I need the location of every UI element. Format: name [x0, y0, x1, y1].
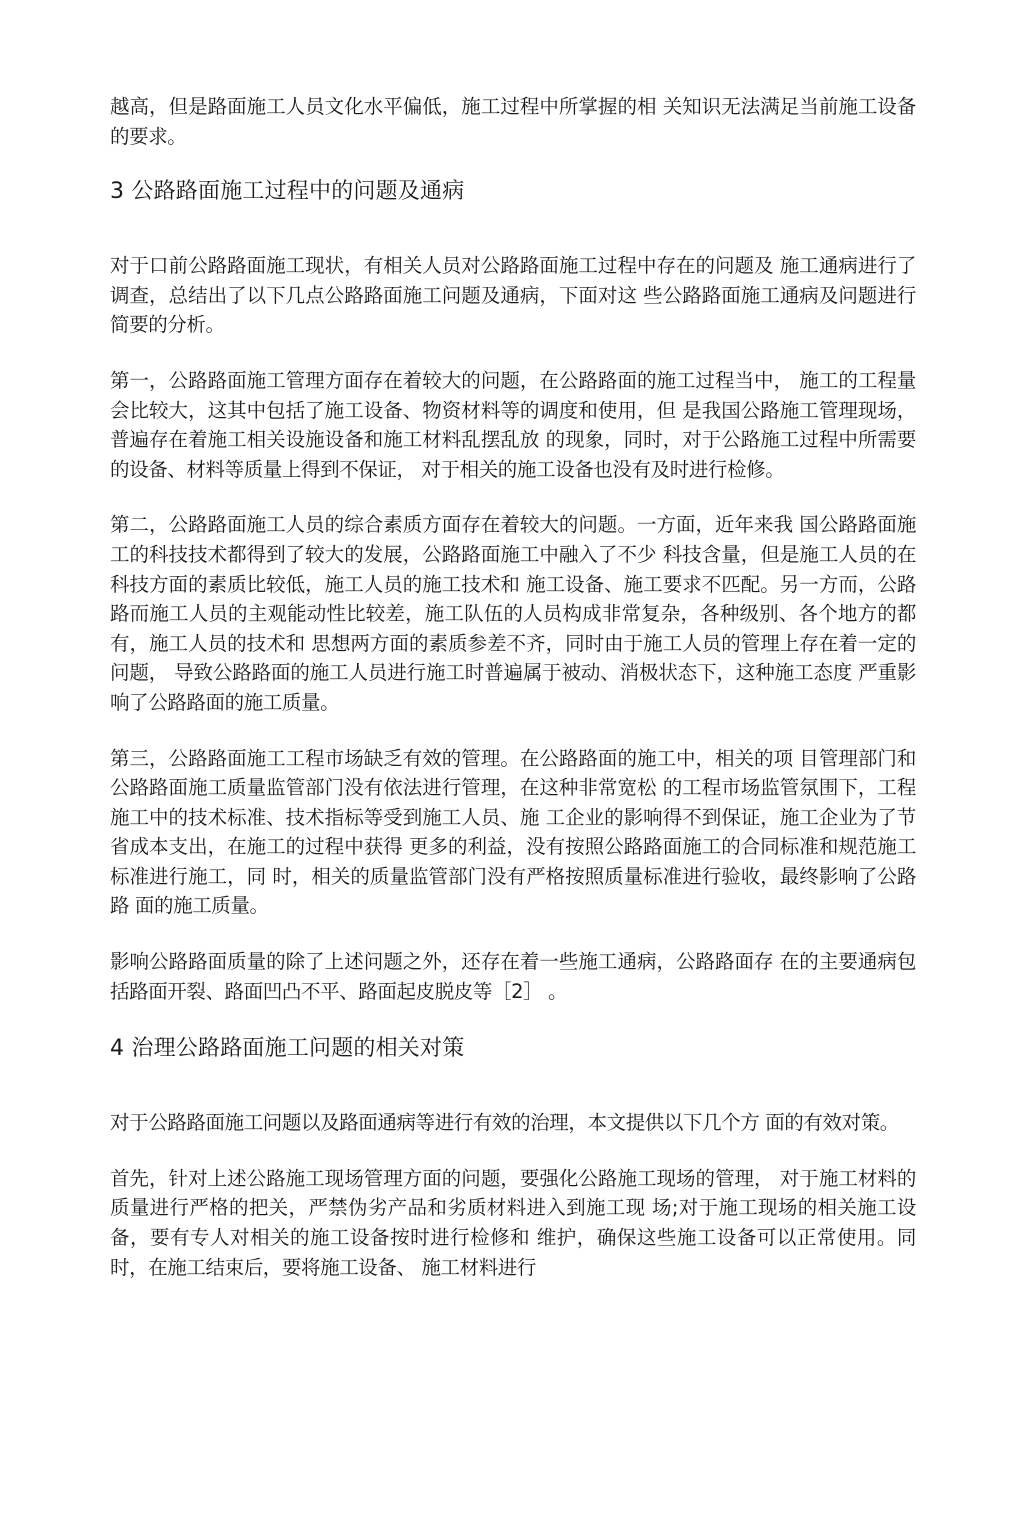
paragraph-countermeasures-intro: 对于公路路面施工问题以及路面通病等进行有效的治理，本文提供以下几个方 面的有效对策。 — [110, 1111, 899, 1135]
paragraph-third-market: 第三，公路路面施工工程市场缺乏有效的管理。在公路路面的施工中，相关的项 目管理部门和公路路面施工质量监管部门没有依法进行管理，在这种非常宽松 的工程市场监管氛围下，工程施工中的技术标准、技术指标等受到施工人员、施 工企业的影响得不到保证，施工企业为了节省成本支出，在施工的过程中获得 更多的利益，没有按照公路路面施工的合同标准和规范施工标准进行施工，同 时，相关的质量监管部门没有严格按照质量标准进行验收，最终影响了公路路 面的施工质量。 — [110, 746, 916, 918]
section-heading-4: 4 治理公路路面施工问题的相关对策 — [110, 1036, 465, 1062]
document-page — [110, 92, 916, 1282]
paragraph-first-countermeasure: 首先，针对上述公路施工现场管理方面的问题，要强化公路施工现场的管理， 对于施工材料的质量进行严格的把关，严禁伪劣产品和劣质材料进入到施工现 场;对于施工现场的相关施工设备，要有专人对相关的施工设备按时进行检修和 维护，确保这些施工设备可以正常使用。同时，在施工结束后，要将施工设备、 施工材料进行 — [110, 1166, 916, 1279]
section-heading-3: 3 公路路面施工过程中的问题及通病 — [110, 179, 465, 205]
paragraph-first-management: 第一，公路路面施工管理方面存在着较大的问题，在公路路面的施工过程当中， 施工的工程量会比较大，这其中包括了施工设备、物资材料等的调度和使用，但 是我国公路施工管理现场，普遍存在着施工相关设施设备和施工材料乱摆乱放 的现象，同时，对于公路施工过程中所需要的设备、材料等质量上得到不保证， 对于相关的施工设备也没有及时进行检修。 — [110, 368, 916, 481]
paragraph-survey-intro: 对于口前公路路面施工现状，有相关人员对公路路面施工过程中存在的问题及 施工通病进行了调查，总结出了以下几点公路路面施工问题及通病，下面对这 些公路路面施工通病及问题进行简要的分析。 — [110, 254, 916, 337]
paragraph-common-defects: 影响公路路面质量的除了上述问题之外，还存在着一些施工通病，公路路面存 在的主要通病包括路面开裂、路面凹凸不平、路面起皮脱皮等［2］ 。 — [110, 950, 916, 1003]
paragraph-education-level: 越高，但是路面施工人员文化水平偏低，施工过程中所掌握的相 关知识无法满足当前施工设备的要求。 — [110, 95, 916, 148]
paragraph-second-personnel: 第二，公路路面施工人员的综合素质方面存在着较大的问题。一方面，近年来我 国公路路面施工的科技技术都得到了较大的发展，公路路面施工中融入了不少 科技含量，但是施工人员的在科技方面的素质比较低，施工人员的施工技术和 施工设备、施工要求不匹配。另一方而，公路路而施工人员的主观能动性比较差，施工队伍的人员构成非常复杂，各种级别、各个地方的都有，施工人员的技术和 思想两方面的素质参差不齐，同时由于施工人员的管理上存在着一定的问题， 导致公路路面的施工人员进行施工时普遍属于被动、消极状态下，这种施工态度 严重影响了公路路面的施工质量。 — [110, 513, 916, 714]
